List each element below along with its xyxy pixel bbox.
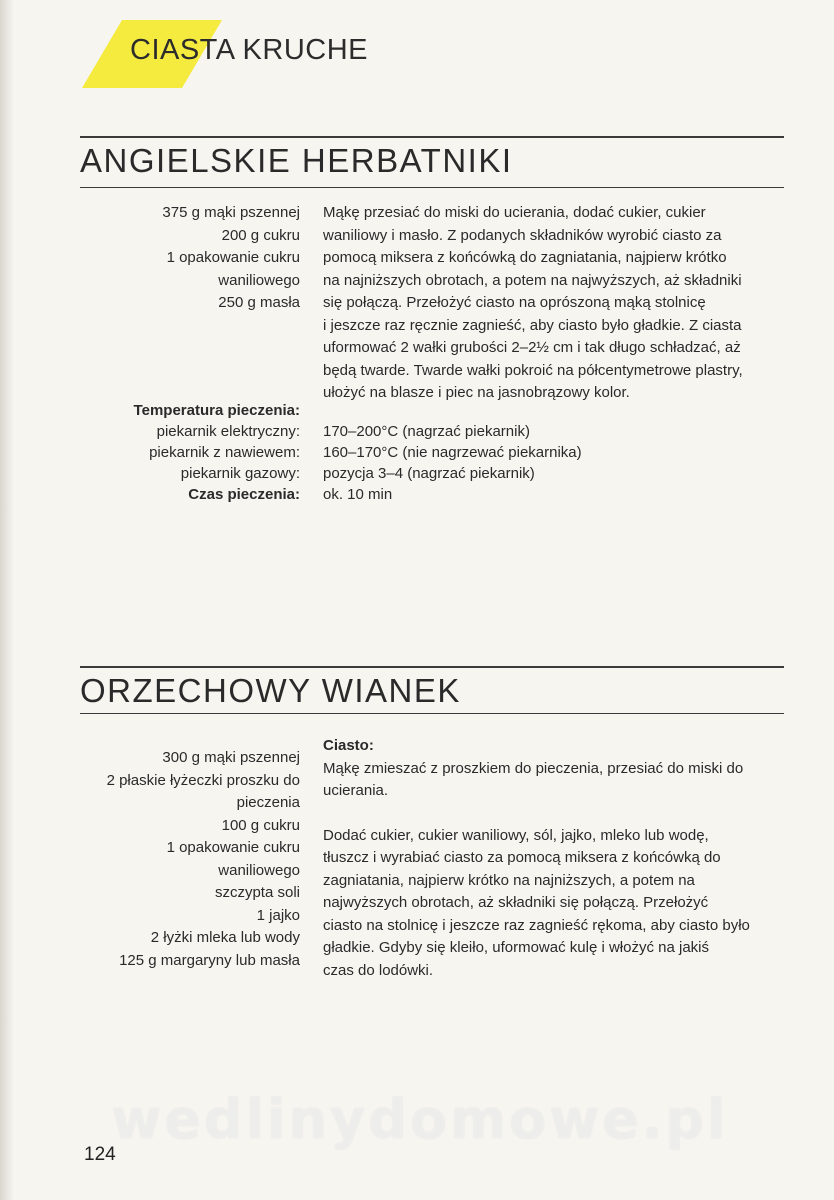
method-line: i jeszcze raz ręcznie zagnieść, aby ciasto było gładkie. Z ciasta <box>323 316 742 334</box>
ingredient-line: 1 opakowanie cukru <box>166 839 300 856</box>
baking-values <box>323 421 582 505</box>
ingredient-line: 250 g masła <box>218 294 300 311</box>
method-line: najwyższych obrotach, aż składniki się połączą. Przełożyć <box>323 894 709 911</box>
method-line: tłuszcz i wyrabiać ciasto za pomocą miksera z końcówką do <box>323 849 721 866</box>
method-line: na najniższych obrotach, a potem na najwyższych, aż składniki <box>323 271 742 289</box>
fan-oven-label: piekarnik z nawiewem: <box>149 444 300 461</box>
baking-temperature-heading: Temperatura pieczenia: <box>133 402 300 419</box>
gas-oven-value: pozycja 3–4 (nagrzać piekarnik) <box>323 465 535 482</box>
recipe-title-wianek: ORZECHOWY WIANEK <box>80 672 461 709</box>
method-line: zagniatania, najpierw krótko na najniższych, a potem na <box>323 871 695 889</box>
method-herbatniki <box>323 202 793 405</box>
ingredient-line: waniliowego <box>218 861 300 879</box>
baking-time-label: Czas pieczenia: <box>188 486 300 503</box>
ingredient-line: pieczenia <box>236 794 300 811</box>
method-line: waniliowy i masło. Z podanych składników wyrobić ciasto za <box>323 226 722 244</box>
section-title: CIASTA KRUCHE <box>130 34 369 66</box>
ingredient-line: waniliowego <box>218 271 300 289</box>
method-line: ucierania. <box>323 782 389 799</box>
method-line: Mąkę przesiać do miski do ucierania, dodać cukier, cukier <box>323 204 706 221</box>
page-gutter-shadow <box>0 0 14 1200</box>
page-number: 124 <box>84 1144 116 1165</box>
ingredient-line: 1 opakowanie cukru <box>166 249 300 266</box>
watermark: wedlinydomowe.pl <box>111 1088 729 1151</box>
title-rule-top <box>80 666 784 668</box>
gas-oven-label: piekarnik gazowy: <box>180 465 300 482</box>
ingredient-line: 200 g cukru <box>221 226 300 244</box>
method-line: Mąkę zmieszać z proszkiem do pieczenia, przesiać do miski do <box>323 759 744 777</box>
method-line: uformować 2 wałki grubości 2–2½ cm i tak długo schładzać, aż <box>323 339 741 356</box>
title-rule-bottom <box>80 187 784 188</box>
method-line: gładkie. Gdyby się kleiło, uformować kulę i włożyć na jakiś <box>323 939 709 956</box>
title-rule-bottom <box>80 713 784 714</box>
method-line: pomocą miksera z końcówką do zagniatania, najpierw krótko <box>323 249 727 266</box>
ingredient-line: 125 g margaryny lub masła <box>119 951 300 969</box>
method-line: Dodać cukier, cukier waniliowy, sól, jajko, mleko lub wodę, <box>323 826 709 844</box>
ingredient-line: 2 płaskie łyżeczki proszku do <box>106 771 300 789</box>
method-line: będą twarde. Twarde wałki pokroić na półcentymetrowe plastry, <box>323 361 743 379</box>
method-line: się połączą. Przełożyć ciasto na oprószoną mąką stolnicę <box>323 294 706 311</box>
electric-oven-label: piekarnik elektryczny: <box>156 423 300 440</box>
method-paragraph-2 <box>323 825 793 983</box>
ingredient-line: 100 g cukru <box>221 816 300 834</box>
baking-labels <box>134 400 300 505</box>
method-paragraph-1 <box>323 758 793 803</box>
electric-oven-value: 170–200°C (nagrzać piekarnik) <box>323 423 530 440</box>
ingredient-line: 1 jajko <box>256 906 300 924</box>
ingredient-line: 300 g mąki pszennej <box>162 749 300 766</box>
title-rule-top <box>80 136 784 138</box>
method-wianek <box>323 735 793 982</box>
baking-time-value: ok. 10 min <box>323 486 393 503</box>
ingredients-list-herbatniki <box>162 202 300 315</box>
fan-oven-value: 160–170°C (nie nagrzewać piekarnika) <box>323 444 582 461</box>
ingredient-line: 2 łyżki mleka lub wody <box>150 929 300 946</box>
method-line: ciasto na stolnicę i jeszcze raz zagnieść rękoma, aby ciasto było <box>323 916 750 934</box>
ingredient-line: 375 g mąki pszennej <box>162 204 300 221</box>
method-line: ułożyć na blasze i piec na jasnobrązowy kolor. <box>323 384 630 401</box>
ingredients-list-wianek <box>107 747 300 972</box>
method-subheading: Ciasto: <box>323 737 374 754</box>
ingredient-line: szczypta soli <box>214 884 300 901</box>
method-line: czas do lodówki. <box>323 961 434 979</box>
recipe-title-herbatniki: ANGIELSKIE HERBATNIKI <box>80 142 513 179</box>
